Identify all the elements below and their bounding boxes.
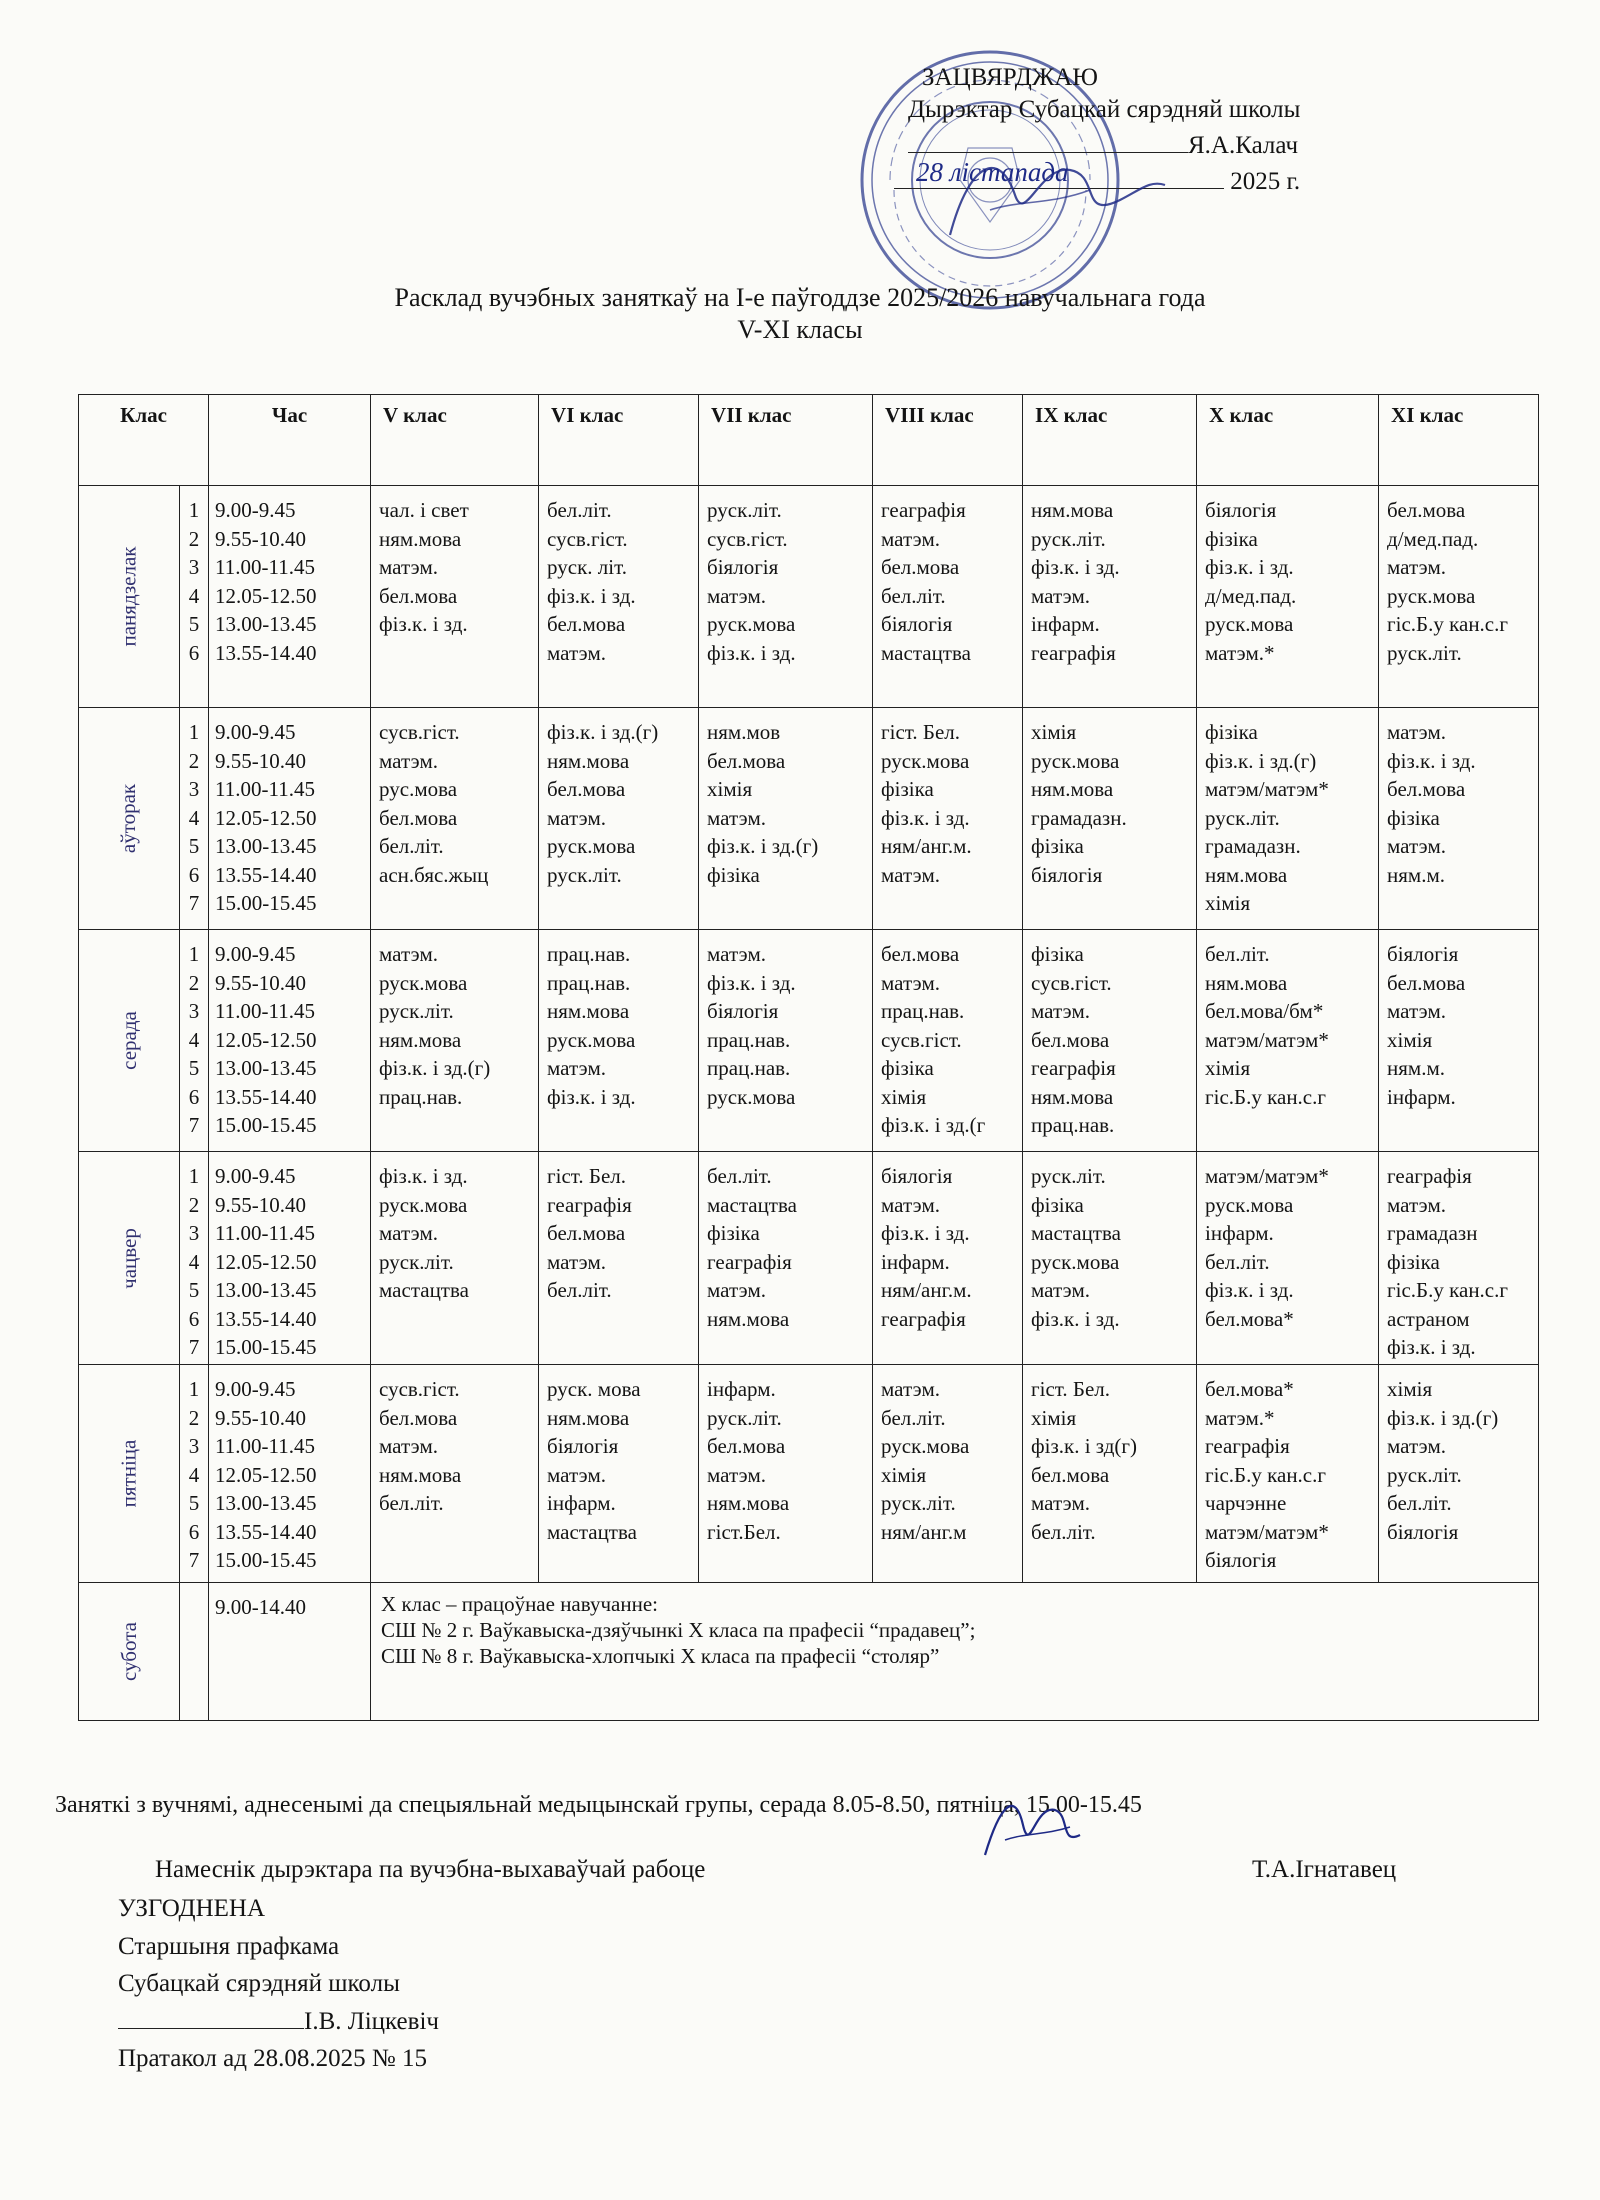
saturday-note-line: СШ № 2 г. Ваўкавыска-дзяўчынкі X класа па прафесіі “прадавец”;: [381, 1618, 976, 1642]
saturday-note-line: X клас – працоўнае навучанне:: [381, 1592, 658, 1616]
day-row-wednesday: [79, 930, 1539, 1152]
header-grade-10: X клас: [1197, 395, 1379, 486]
deputy-signature: [975, 1785, 1085, 1870]
grade-9-lessons: гіст. Бел. хімія фіз.к. і зд(г) бел.мова матэм. бел.літ.: [1023, 1365, 1197, 1583]
grade-10-lessons: біялогія фізіка фіз.к. і зд. д/мед.пад. руск.мова матэм.*: [1197, 486, 1379, 708]
day-label: панядзелак: [116, 546, 141, 647]
grade-10-lessons: бел.літ. ням.мова бел.мова/бм* матэм/матэм* хімія гіс.Б.у кан.с.г: [1197, 930, 1379, 1152]
lesson-numbers: 1 2 3 4 5 6 7: [180, 930, 209, 1152]
header-grade-6: VI клас: [539, 395, 699, 486]
day-label-cell: [79, 486, 180, 708]
document-title: [0, 282, 1600, 346]
grade-9-lessons: фізіка сусв.гіст. матэм. бел.мова геаграфія ням.мова прац.нав.: [1023, 930, 1197, 1152]
director-signature: [930, 140, 1170, 260]
day-row-saturday: [79, 1583, 1539, 1721]
grade-8-lessons: бел.мова матэм. прац.нав. сусв.гіст. фізіка хімія фіз.к. і зд.(г: [873, 930, 1023, 1152]
grade-5-lessons: сусв.гіст. матэм. рус.мова бел.мова бел.літ. асн.бяс.жыц: [371, 708, 539, 930]
agreement-block: [118, 1890, 439, 2078]
approval-position: Дырэктар Субацкай сярэдняй школы: [908, 96, 1301, 123]
agreed-title: УЗГОДНЕНА: [118, 1895, 266, 1922]
grade-9-lessons: ням.мова руск.літ. фіз.к. і зд. матэм. інфарм. геаграфія: [1023, 486, 1197, 708]
day-label-cell: [79, 1152, 180, 1365]
grade-5-lessons: матэм. руск.мова руск.літ. ням.мова фіз.к. і зд.(г) прац.нав.: [371, 930, 539, 1152]
day-label: пятніца: [116, 1439, 141, 1508]
day-label-cell: [79, 1365, 180, 1583]
lesson-numbers: 1 2 3 4 5 6 7: [180, 1365, 209, 1583]
day-label: чацвер: [116, 1227, 141, 1289]
approval-title: ЗАЦВЯРДЖАЮ: [922, 64, 1098, 91]
saturday-note-line: СШ № 8 г. Ваўкавыска-хлопчыкі X класа па прафесіі “столяр”: [381, 1644, 940, 1668]
lesson-times: 9.00-9.45 9.55-10.40 11.00-11.45 12.05-12.50 13.00-13.45 13.55-14.40: [209, 486, 371, 708]
grade-11-lessons: матэм. фіз.к. і зд. бел.мова фізіка матэм. ням.м.: [1379, 708, 1539, 930]
grade-6-lessons: руск. мова ням.мова біялогія матэм. інфарм. мастацтва: [539, 1365, 699, 1583]
header-time: Час: [209, 395, 371, 486]
grade-6-lessons: бел.літ. сусв.гіст. руск. літ. фіз.к. і зд. бел.мова матэм.: [539, 486, 699, 708]
header-grade-7: VII клас: [699, 395, 873, 486]
lesson-numbers: 1 2 3 4 5 6: [180, 486, 209, 708]
deputy-name: Т.А.Ігнатавец: [1252, 1856, 1397, 1883]
grade-7-lessons: руск.літ. сусв.гіст. біялогія матэм. руск.мова фіз.к. і зд.: [699, 486, 873, 708]
table-header-row: [79, 395, 1539, 486]
protocol-line: Пратакол ад 28.08.2025 № 15: [118, 2045, 428, 2072]
grade-8-lessons: біялогія матэм. фіз.к. і зд. інфарм. ням/анг.м. геаграфія: [873, 1152, 1023, 1365]
grade-11-lessons: бел.мова д/мед.пад. матэм. руск.мова гіс.Б.у кан.с.г руск.літ.: [1379, 486, 1539, 708]
day-row-tuesday: [79, 708, 1539, 930]
header-class: Клас: [79, 395, 209, 486]
medical-group-note: Заняткі з вучнямі, аднесенымі да спецыяльнай медыцынскай групы, серада 8.05-8.50, пятніца, 15.00-15.45: [55, 1792, 1142, 1818]
day-label: серада: [116, 1011, 141, 1070]
grade-6-lessons: фіз.к. і зд.(г) ням.мова бел.мова матэм. руск.мова руск.літ.: [539, 708, 699, 930]
day-label-cell: [79, 930, 180, 1152]
grade-8-lessons: гіст. Бел. руск.мова фізіка фіз.к. і зд. ням/анг.м. матэм.: [873, 708, 1023, 930]
day-row-friday: [79, 1365, 1539, 1583]
approval-date-handwritten: 28 лістапада: [916, 157, 1069, 187]
grade-5-lessons: фіз.к. і зд. руск.мова матэм. руск.літ. мастацтва: [371, 1152, 539, 1365]
grade-5-lessons: чал. і свет ням.мова матэм. бел.мова фіз.к. і зд.: [371, 486, 539, 708]
grade-8-lessons: матэм. бел.літ. руск.мова хімія руск.літ. ням/анг.м: [873, 1365, 1023, 1583]
day-label: аўторак: [116, 783, 141, 854]
lesson-times: 9.00-9.45 9.55-10.40 11.00-11.45 12.05-12.50 13.00-13.45 13.55-14.40 15.00-15.45: [209, 1152, 371, 1365]
lesson-numbers: 1 2 3 4 5 6 7: [180, 708, 209, 930]
grade-5-lessons: сусв.гіст. бел.мова матэм. ням.мова бел.літ.: [371, 1365, 539, 1583]
title-line-2: V-XI класы: [737, 315, 863, 344]
grade-7-lessons: матэм. фіз.к. і зд. біялогія прац.нав. прац.нав. руск.мова: [699, 930, 873, 1152]
title-line-1: Расклад вучэбных заняткаў на І-е паўгоддзе 2025/2026 навучальнага года: [394, 283, 1206, 312]
signature-blank: [118, 2004, 304, 2029]
saturday-note: [371, 1583, 1539, 1721]
grade-7-lessons: ням.мов бел.мова хімія матэм. фіз.к. і зд.(г) фізіка: [699, 708, 873, 930]
approval-year: 2025 г.: [1230, 168, 1301, 195]
grade-6-lessons: гіст. Бел. геаграфія бел.мова матэм. бел.літ.: [539, 1152, 699, 1365]
agreed-position-line-2: Субацкай сярэдняй школы: [118, 1970, 400, 1997]
day-label-cell: [79, 1583, 180, 1721]
grade-10-lessons: матэм/матэм* руск.мова інфарм. бел.літ. фіз.к. і зд. бел.мова*: [1197, 1152, 1379, 1365]
day-label: субота: [116, 1622, 141, 1681]
lesson-numbers: [180, 1583, 209, 1721]
director-name: Я.А.Калач: [1188, 132, 1299, 159]
grade-10-lessons: бел.мова* матэм.* геаграфія гіс.Б.у кан.с.г чарчэнне матэм/матэм* біялогія: [1197, 1365, 1379, 1583]
agreed-name: І.В. Ліцкевіч: [304, 2007, 439, 2035]
grade-9-lessons: хімія руск.мова ням.мова грамадазн. фізіка біялогія: [1023, 708, 1197, 930]
grade-10-lessons: фізіка фіз.к. і зд.(г) матэм/матэм* руск.літ. грамадазн. ням.мова хімія: [1197, 708, 1379, 930]
day-row-monday: [79, 486, 1539, 708]
header-grade-8: VIII клас: [873, 395, 1023, 486]
header-grade-9: IX клас: [1023, 395, 1197, 486]
grade-7-lessons: інфарм. руск.літ. бел.мова матэм. ням.мова гіст.Бел.: [699, 1365, 873, 1583]
grade-6-lessons: прац.нав. прац.нав. ням.мова руск.мова матэм. фіз.к. і зд.: [539, 930, 699, 1152]
agreed-signature-line: [118, 2003, 439, 2041]
lesson-numbers: 1 2 3 4 5 6 7: [180, 1152, 209, 1365]
grade-11-lessons: біялогія бел.мова матэм. хімія ням.м. інфарм.: [1379, 930, 1539, 1152]
grade-7-lessons: бел.літ. мастацтва фізіка геаграфія матэм. ням.мова: [699, 1152, 873, 1365]
lesson-times: 9.00-9.45 9.55-10.40 11.00-11.45 12.05-12.50 13.00-13.45 13.55-14.40 15.00-15.45: [209, 930, 371, 1152]
day-row-thursday: [79, 1152, 1539, 1365]
header-grade-5: V клас: [371, 395, 539, 486]
lesson-times: 9.00-9.45 9.55-10.40 11.00-11.45 12.05-12.50 13.00-13.45 13.55-14.40 15.00-15.45: [209, 708, 371, 930]
deputy-position: Намеснік дырэктара па вучэбна-выхаваўчай рабоце: [155, 1856, 706, 1883]
saturday-time: 9.00-14.40: [209, 1583, 371, 1721]
grade-9-lessons: руск.літ. фізіка мастацтва руск.мова матэм. фіз.к. і зд.: [1023, 1152, 1197, 1365]
schedule-table: [78, 394, 1539, 1721]
grade-11-lessons: хімія фіз.к. і зд.(г) матэм. руск.літ. бел.літ. біялогія: [1379, 1365, 1539, 1583]
lesson-times: 9.00-9.45 9.55-10.40 11.00-11.45 12.05-12.50 13.00-13.45 13.55-14.40 15.00-15.45: [209, 1365, 371, 1583]
header-grade-11: XI клас: [1379, 395, 1539, 486]
day-label-cell: [79, 708, 180, 930]
agreed-position-line-1: Старшыня прафкама: [118, 1932, 340, 1960]
grade-11-lessons: геаграфія матэм. грамадазн фізіка гіс.Б.у кан.с.г астраном фіз.к. і зд.: [1379, 1152, 1539, 1365]
grade-8-lessons: геаграфія матэм. бел.мова бел.літ. біялогія мастацтва: [873, 486, 1023, 708]
